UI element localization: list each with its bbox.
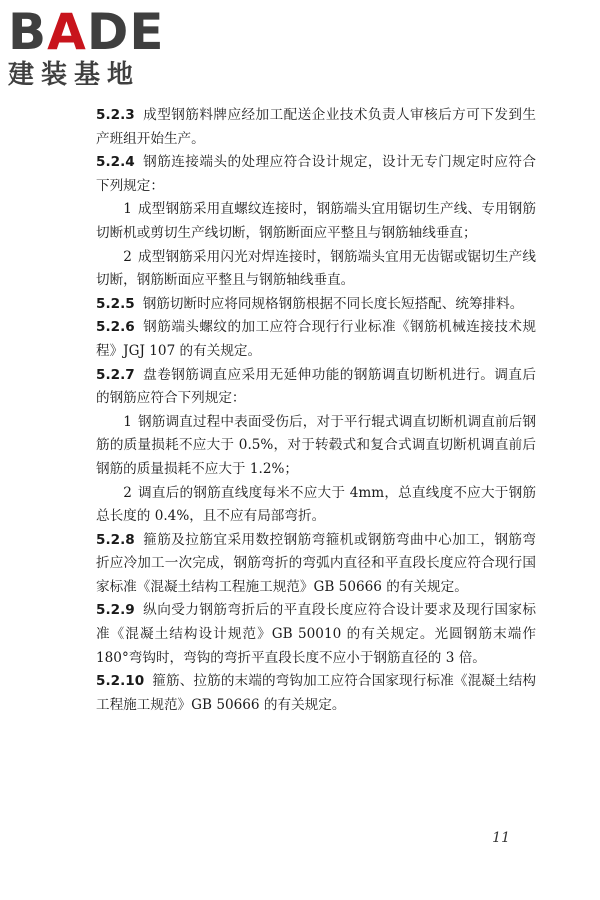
clause-text: 钢筋端头螺纹的加工应符合现行行业标准《钢筋机械连接技术规程》JGJ 107 的有关规定。 xyxy=(96,319,536,359)
clause-text: 钢筋连接端头的处理应符合设计规定，设计无专门规定时应符合下列规定： xyxy=(96,154,536,194)
clause-number: 5.2.4 xyxy=(96,154,135,171)
clause-5-2-10 xyxy=(96,670,536,717)
logo-wordmark xyxy=(8,3,178,61)
list-item xyxy=(96,246,536,293)
logo-letter-b: B xyxy=(8,3,48,61)
item-number: 1 xyxy=(123,201,132,218)
page-number: 11 xyxy=(492,830,510,846)
clause-text: 箍筋及拉筋宜采用数控钢筋弯箍机或钢筋弯曲中心加工，钢筋弯折应冷加工一次完成，钢筋弯折的弯弧内直径和平直段长度应符合现行国家标准《混凝土结构工程施工规范》GB 50666 的有关规定。 xyxy=(96,531,536,595)
logo-subtitle: 建装基地 xyxy=(8,60,141,90)
clause-5-2-3 xyxy=(96,104,536,151)
clause-number: 5.2.7 xyxy=(96,366,135,383)
clause-number: 5.2.6 xyxy=(96,319,135,336)
clause-number: 5.2.9 xyxy=(96,602,135,619)
clause-5-2-8 xyxy=(96,529,536,600)
item-text: 成型钢筋采用直螺纹连接时，钢筋端头宜用锯切生产线、专用钢筋切断机或剪切生产线切断，钢筋断面应平整且与钢筋轴线垂直； xyxy=(96,201,536,241)
clause-5-2-7 xyxy=(96,364,536,411)
clause-text: 盘卷钢筋调直应采用无延伸功能的钢筋调直切断机进行。调直后的钢筋应符合下列规定： xyxy=(96,366,536,407)
logo-letters-de: DE xyxy=(86,3,165,61)
clause-text: 纵向受力钢筋弯折后的平直段长度应符合设计要求及现行国家标准《混凝土结构设计规范》GB 50010 的有关规定。光圆钢筋末端作 180°弯钩时，弯钩的弯折平直段长度不应小于钢筋直径的 3 倍。 xyxy=(96,602,536,666)
bade-logo xyxy=(8,3,178,90)
list-item xyxy=(96,198,536,245)
clause-number: 5.2.10 xyxy=(96,673,145,690)
clause-text: 钢筋切断时应将同规格钢筋根据不同长度长短搭配、统筹排料。 xyxy=(142,295,524,312)
document-body xyxy=(96,104,536,717)
item-text: 钢筋调直过程中表面受伤后，对于平行辊式调直切断机调直前后钢筋的质量损耗不应大于 0.5%，对于转毂式和复合式调直切断机调直前后钢筋的质量损耗不应大于 1.2%； xyxy=(96,413,536,477)
list-item xyxy=(96,482,536,529)
item-number: 2 xyxy=(123,248,132,265)
clause-text: 成型钢筋料牌应经加工配送企业技术负责人审核后方可下发到生产班组开始生产。 xyxy=(96,107,536,147)
clause-5-2-6 xyxy=(96,316,536,363)
item-text: 成型钢筋采用闪光对焊连接时，钢筋端头宜用无齿锯或锯切生产线切断，钢筋断面应平整且与钢筋轴线垂直。 xyxy=(96,248,536,289)
clause-number: 5.2.5 xyxy=(96,295,135,312)
clause-5-2-9 xyxy=(96,599,536,670)
logo-letter-a: A xyxy=(47,3,87,61)
clause-number: 5.2.8 xyxy=(96,531,135,548)
clause-5-2-5 xyxy=(96,293,536,317)
clause-number: 5.2.3 xyxy=(96,107,135,123)
item-text: 调直后的钢筋直线度每米不应大于 4mm，总直线度不应大于钢筋总长度的 0.4%，且不应有局部弯折。 xyxy=(96,484,536,525)
list-item xyxy=(96,411,536,482)
clause-text: 箍筋、拉筋的末端的弯钩加工应符合国家现行标准《混凝土结构工程施工规范》GB 50666 的有关规定。 xyxy=(96,673,536,713)
item-number: 2 xyxy=(123,484,132,501)
clause-5-2-4 xyxy=(96,151,536,198)
item-number: 1 xyxy=(123,413,132,430)
